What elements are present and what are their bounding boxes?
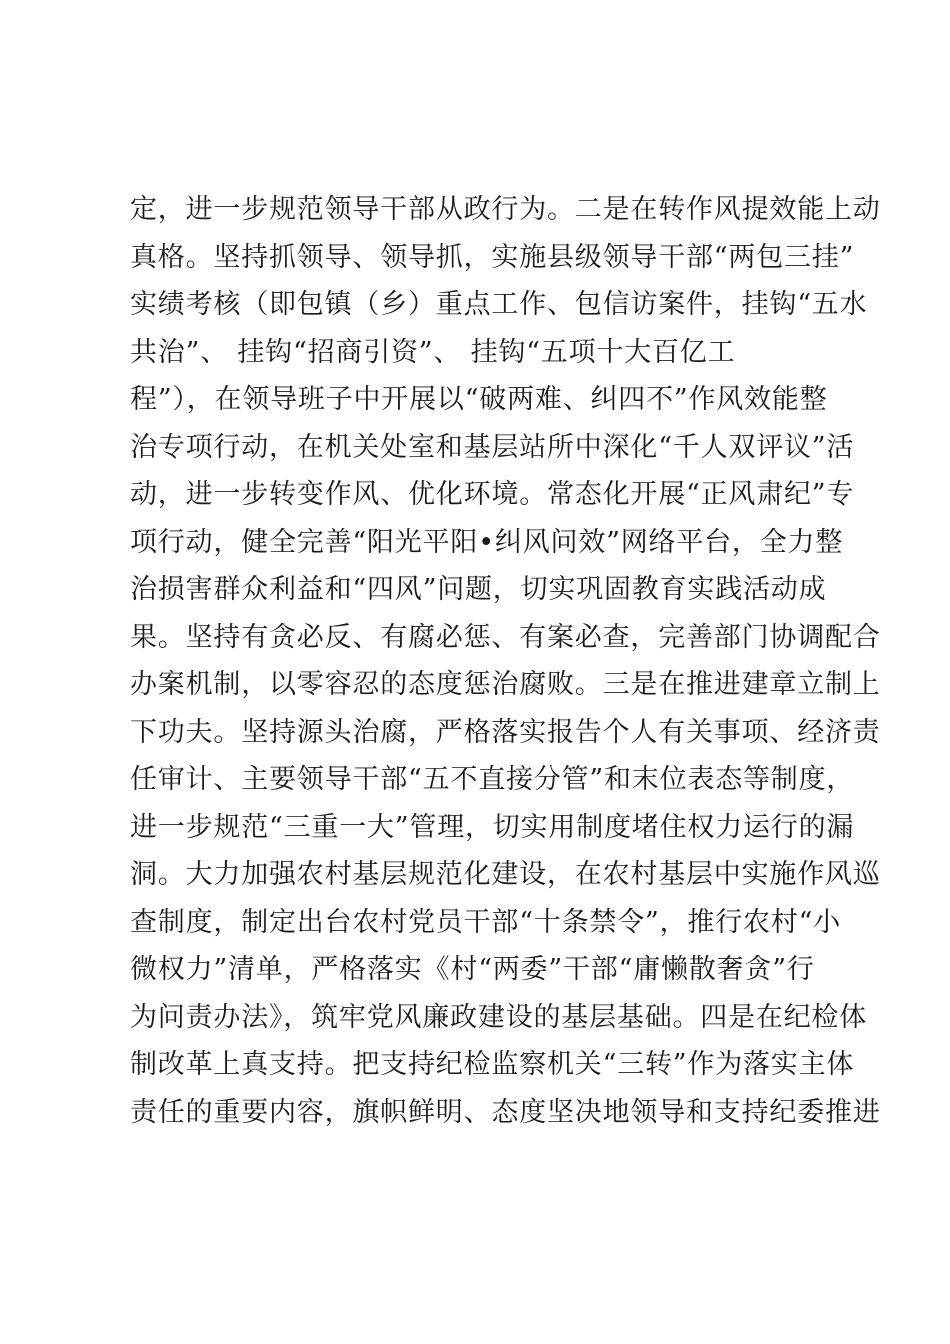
text-line: 为问责办法》，筑牢党风廉政建设的基层基础。四是在纪检体 xyxy=(130,1001,868,1033)
text-line: 进一步规范“三重一大”管理，切实用制度堵住权力运行的漏 xyxy=(130,811,855,843)
text-line: 定，进一步规范领导干部从政行为。二是在转作风提效能上动 xyxy=(130,194,881,225)
text-line: 程”），在领导班子中开展以“破两难、纠四不”作风效能整 xyxy=(130,384,828,415)
text-line: 下功夫。坚持源头治腐，严格落实报告个人有关事项、经济责 xyxy=(130,716,881,748)
text-line: 动，进一步转变作风、优化环境。常态化开展“正风肃纪”专 xyxy=(130,479,855,510)
text-line: 果。坚持有贪必反、有腐必惩、有案必查，完善部门协调配合 xyxy=(130,621,881,653)
text-line: 办案机制，以零容忍的态度惩治腐败。三是在推进建章立制上 xyxy=(130,669,881,700)
text-line: 制改革上真支持。把支持纪检监察机关“三转”作为落实主体 xyxy=(130,1049,855,1080)
text-line: 任审计、主要领导干部“五不直接分管”和末位表态等制度， xyxy=(130,764,855,795)
text-line: 项行动，健全完善“阳光平阳•纠风问效”网络平台，全力整 xyxy=(130,526,844,558)
text-line: 洞。大力加强农村基层规范化建设，在农村基层中实施作风巡 xyxy=(130,859,881,890)
text-line: 治损害群众利益和“四风”问题，切实巩固教育实践活动成 xyxy=(130,574,827,605)
text-line: 查制度，制定出台农村党员干部“十条禁令”，推行农村“小 xyxy=(130,906,842,938)
text-line: 微权力”清单，严格落实《村“两委”干部“庸懒散奢贪”行 xyxy=(130,954,815,985)
text-line: 共治”、 挂钩“招商引资”、 挂钩“五项十大百亿工 xyxy=(130,336,736,368)
body-text xyxy=(130,186,881,1136)
text-line: 真格。坚持抓领导、领导抓，实施县级领导干部“两包三挂” xyxy=(130,241,855,273)
text-line: 实绩考核（即包镇（乡）重点工作、包信访案件，挂钩“五水 xyxy=(130,289,868,320)
text-line: 治专项行动，在机关处室和基层站所中深化“千人双评议”活 xyxy=(130,431,855,463)
text-line: 责任的重要内容，旗帜鲜明、态度坚决地领导和支持纪委推进 xyxy=(130,1096,881,1128)
